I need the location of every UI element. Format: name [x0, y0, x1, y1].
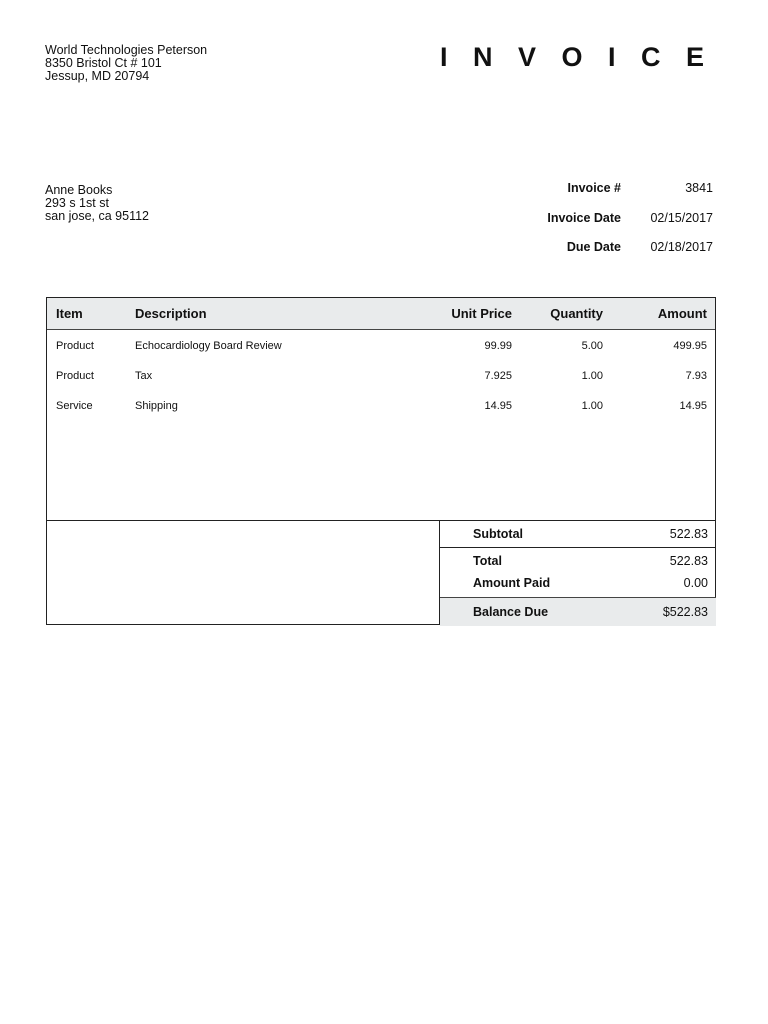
sender-name: World Technologies Peterson [45, 43, 208, 57]
cell-unit-price: 14.95 [484, 400, 512, 412]
total-row [440, 549, 716, 572]
balance-due-row [440, 597, 716, 626]
table-header [47, 298, 715, 330]
cell-quantity: 1.00 [581, 400, 603, 412]
header-item: Item [56, 306, 83, 321]
cell-item: Product [56, 340, 94, 352]
amount-paid-label: Amount Paid [473, 576, 551, 590]
table-row [47, 370, 715, 400]
header-unit-price: Unit Price [451, 306, 512, 321]
header-quantity: Quantity [550, 306, 603, 321]
line-items-table [46, 297, 716, 625]
cell-amount: 7.93 [685, 370, 707, 382]
sender-address-line-2: Jessup, MD 20794 [45, 69, 150, 83]
subtotal-label: Subtotal [473, 527, 523, 541]
due-date-value: 02/18/2017 [650, 240, 713, 254]
invoice-date-label: Invoice Date [547, 210, 621, 225]
table-row [47, 340, 715, 370]
subtotal-row [440, 521, 716, 548]
invoice-number-value: 3841 [685, 181, 713, 195]
invoice-meta [511, 181, 713, 270]
cell-description: Shipping [135, 400, 178, 412]
cell-quantity: 1.00 [581, 370, 603, 382]
cell-description: Echocardiology Board Review [135, 340, 282, 352]
sender-address [45, 44, 207, 83]
due-date-row [511, 240, 713, 270]
cell-description: Tax [135, 370, 153, 382]
recipient-name: Anne Books [45, 183, 113, 197]
amount-paid-row [440, 572, 716, 594]
invoice-date-value: 02/15/2017 [650, 210, 713, 225]
cell-item: Product [56, 370, 94, 382]
table-body [47, 330, 715, 521]
subtotal-value: 522.83 [669, 527, 708, 541]
sender-address-line-1: 8350 Bristol Ct # 101 [45, 56, 162, 70]
recipient-address-line-2: san jose, ca 95112 [45, 209, 150, 223]
cell-amount: 14.95 [679, 400, 707, 412]
amount-paid-value: 0.00 [683, 576, 708, 590]
invoice-date-row [511, 211, 713, 241]
due-date-label: Due Date [566, 240, 621, 254]
cell-amount: 499.95 [673, 340, 707, 352]
table-row [47, 400, 715, 430]
header-description: Description [135, 306, 207, 321]
totals-section [439, 521, 716, 625]
cell-quantity: 5.00 [581, 340, 603, 352]
cell-item: Service [56, 400, 93, 412]
cell-unit-price: 7.925 [484, 370, 512, 382]
balance-due-label: Balance Due [473, 605, 549, 619]
header-amount: Amount [657, 306, 707, 321]
invoice-number-label: Invoice # [567, 181, 621, 195]
recipient-address [45, 184, 149, 223]
total-value: 522.83 [669, 553, 708, 568]
total-label: Total [473, 553, 502, 568]
cell-unit-price: 99.99 [484, 340, 512, 352]
recipient-address-line-1: 293 s 1st st [45, 196, 109, 210]
invoice-number-row [511, 181, 713, 211]
balance-due-value: $522.83 [662, 605, 708, 619]
invoice-title: I N V O I C E [439, 42, 713, 72]
